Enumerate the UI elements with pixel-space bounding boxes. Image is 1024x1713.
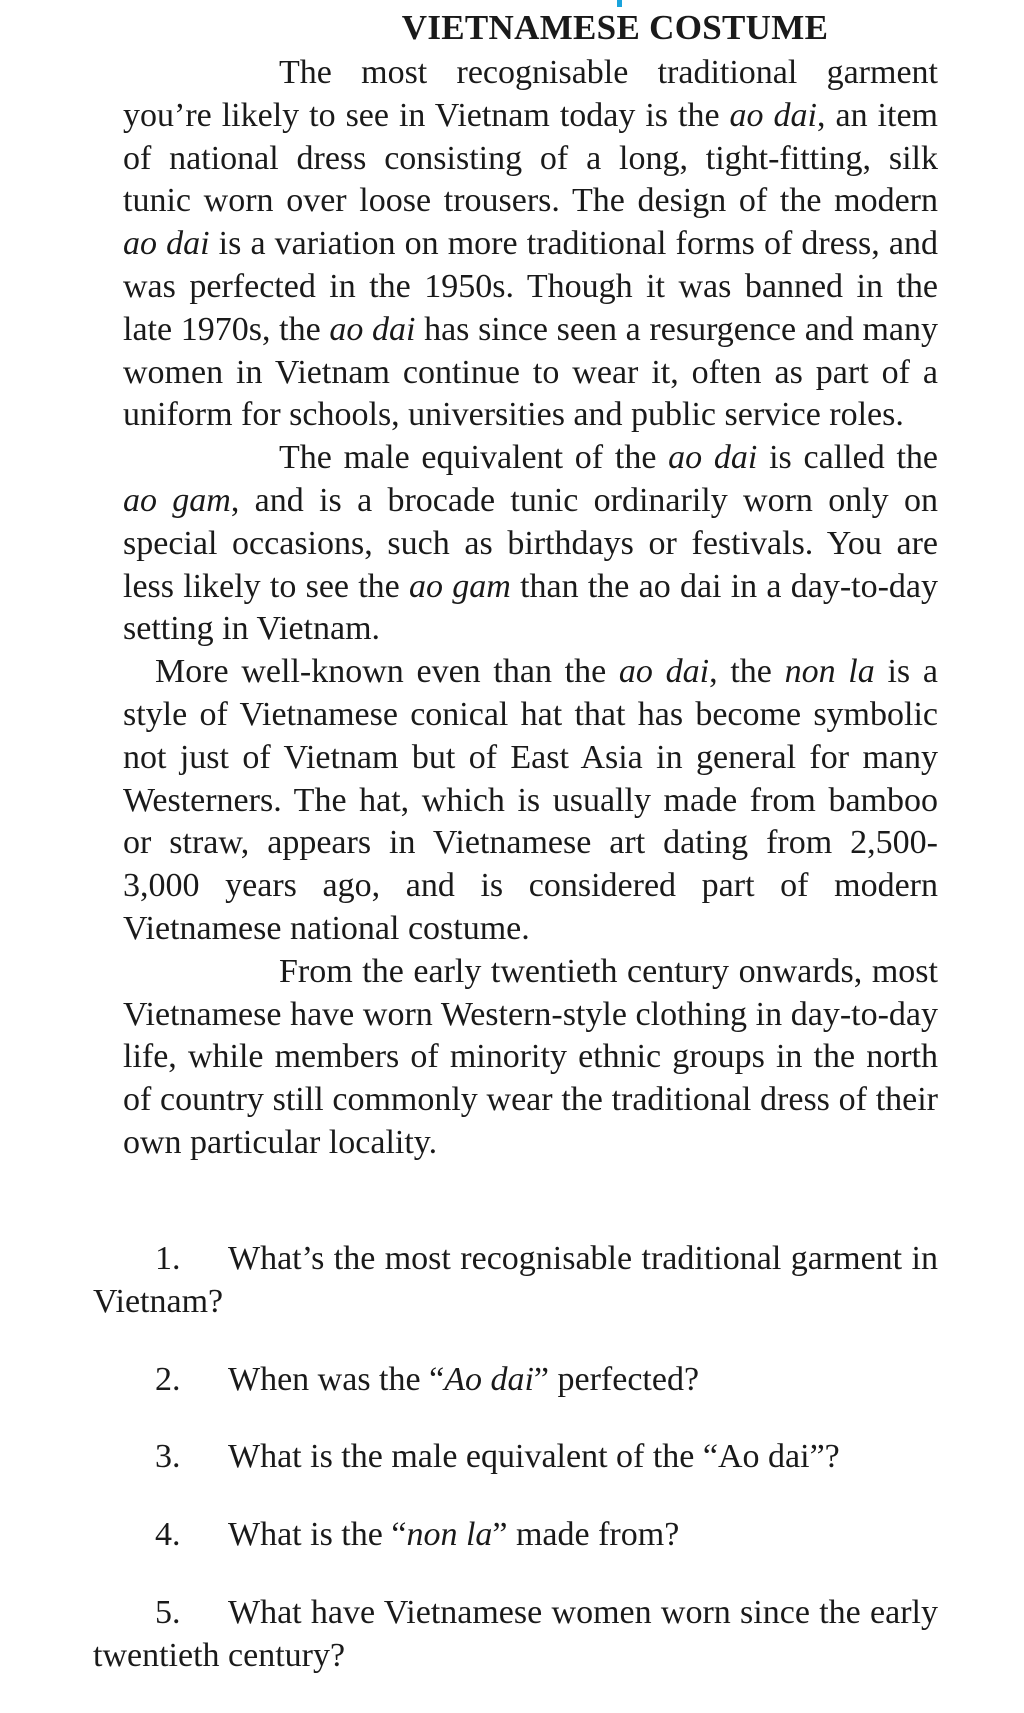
italic-term: ao dai <box>618 653 710 691</box>
question-text: What have Vietnamese women worn since the early twentieth century? <box>93 1593 938 1674</box>
paragraph-ao-dai <box>123 52 938 437</box>
question-list <box>93 1238 938 1713</box>
question-text: What is the male equivalent of the “Ao dai”? <box>228 1438 840 1476</box>
question-text: ” made from? <box>492 1516 680 1554</box>
italic-term: ao dai <box>729 96 817 134</box>
question-number: 1. <box>155 1240 181 1277</box>
question-number: 4. <box>155 1516 181 1554</box>
question-text: What is the “ <box>228 1516 407 1554</box>
italic-term: non la <box>406 1516 493 1554</box>
question-1 <box>93 1238 938 1324</box>
text-run: , the <box>709 653 785 691</box>
italic-term: ao dai <box>329 310 416 348</box>
text-run: More well-known even than the <box>155 653 619 691</box>
question-5 <box>93 1592 938 1678</box>
question-text: What’s the most recognisable traditional garment in Vietnam? <box>93 1240 938 1320</box>
text-run: than the ao dai in a day-to-day setting in Vietnam. <box>123 567 939 648</box>
question-text: ” perfected? <box>533 1360 700 1398</box>
text-run: The male equivalent of the <box>279 439 669 477</box>
italic-term: non la <box>784 653 875 691</box>
italic-term: ao dai <box>123 225 210 263</box>
question-number: 3. <box>155 1438 181 1476</box>
paragraph-western-clothing <box>123 951 938 1165</box>
question-text: When was the “ <box>228 1360 445 1398</box>
text-run: From the early twentieth century onwards, most Vietnamese have worn Western-style clothing in day-to-day life, while members of minority ethnic groups in the north of country still commonly wear the traditional dress of their own particular locality. <box>123 952 938 1161</box>
text-run: , an item of national dress consisting of a long, tight-fitting, silk tunic worn over loose trousers. The design of the modern <box>123 96 938 220</box>
question-number: 5. <box>155 1593 181 1631</box>
text-run: is a style of Vietnamese conical hat that has become symbolic not just of Vietnam but of East Asia in general for many Westerners. The hat, which is usually made from bamboo or straw, appears in Vietnamese art dating from 2,500-3,000 years ago, and is considered part of modern Vietnamese national costume. <box>123 653 938 947</box>
question-3 <box>93 1436 938 1479</box>
italic-term: ao gam <box>123 481 231 519</box>
text-run: has since seen a resurgence and many women in Vietnam continue to wear it, often as part of a uniform for schools, universities and public service roles. <box>123 310 938 434</box>
text-run: , and is a brocade tunic ordinarily worn only on special occasions, such as birthdays or festivals. You are less likely to see the <box>123 481 938 605</box>
article-body <box>123 52 938 1165</box>
italic-term: Ao dai <box>444 1360 534 1398</box>
text-run: is called the <box>757 439 938 477</box>
italic-term: ao dai <box>668 439 758 477</box>
question-4 <box>93 1514 938 1557</box>
italic-term: ao gam <box>409 567 511 605</box>
text-run: The most recognisable traditional garment you’re likely to see in Vietnam today is the <box>123 54 938 134</box>
page-title: VIETNAMESE COSTUME <box>401 8 829 47</box>
paragraph-ao-gam <box>123 437 938 651</box>
question-2 <box>93 1359 938 1402</box>
question-number: 2. <box>155 1360 181 1398</box>
text-run: is a variation on more traditional forms of dress, and was perfected in the 1950s. Though it was banned in the late 1970s, the <box>123 225 938 348</box>
paragraph-non-la <box>123 651 938 951</box>
